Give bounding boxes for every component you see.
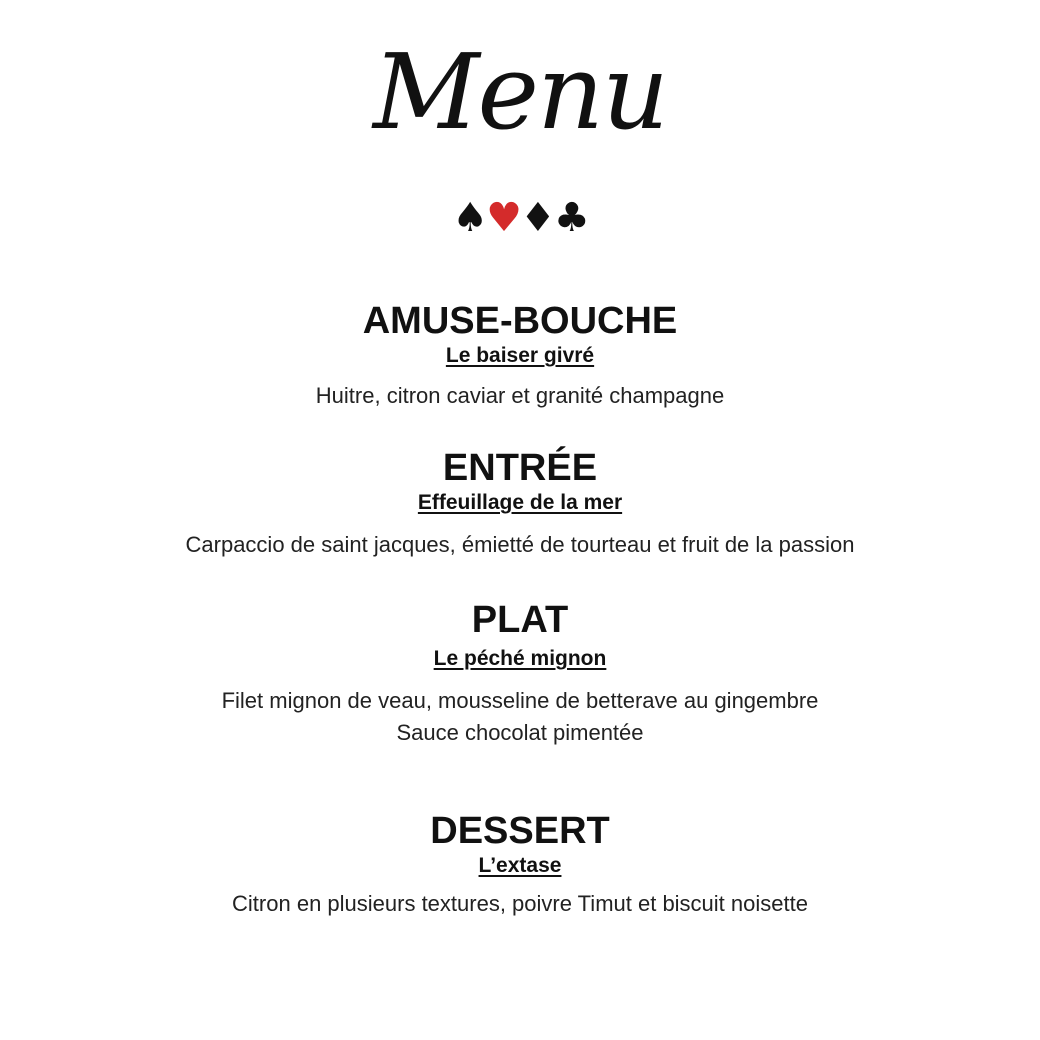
card-suits-ornament [0,196,1040,240]
course-heading: ENTRÉE [442,447,598,489]
dish-description: Carpaccio de saint jacques, émietté de tourteau et fruit de la passion [185,532,855,557]
diamond-icon: ♦ [520,195,554,241]
spade-icon: ♠ [452,195,487,241]
dish-description-line-1: Filet mignon de veau, mousseline de betterave au gingembre [221,688,819,713]
dish-name: Le péché mignon [433,647,607,670]
menu-title: Menu [373,31,667,153]
course-entree [0,447,1040,561]
dish-description: Citron en plusieurs textures, poivre Timut et biscuit noisette [232,891,808,916]
dish-description: Huitre, citron caviar et granité champagne [315,383,725,408]
heart-icon: ♥ [486,195,520,241]
course-plat [0,599,1040,749]
course-amuse-bouche [0,300,1040,412]
dish-description-line-2: Sauce chocolat pimentée [396,720,644,745]
course-heading: DESSERT [430,810,610,852]
course-heading: AMUSE-BOUCHE [362,300,678,342]
course-heading: PLAT [471,599,569,641]
course-dessert [0,810,1040,920]
dish-name: Effeuillage de la mer [417,491,623,514]
dish-name: Le baiser givré [445,344,595,367]
dish-name: L’extase [478,854,562,877]
club-icon: ♣ [553,195,588,241]
